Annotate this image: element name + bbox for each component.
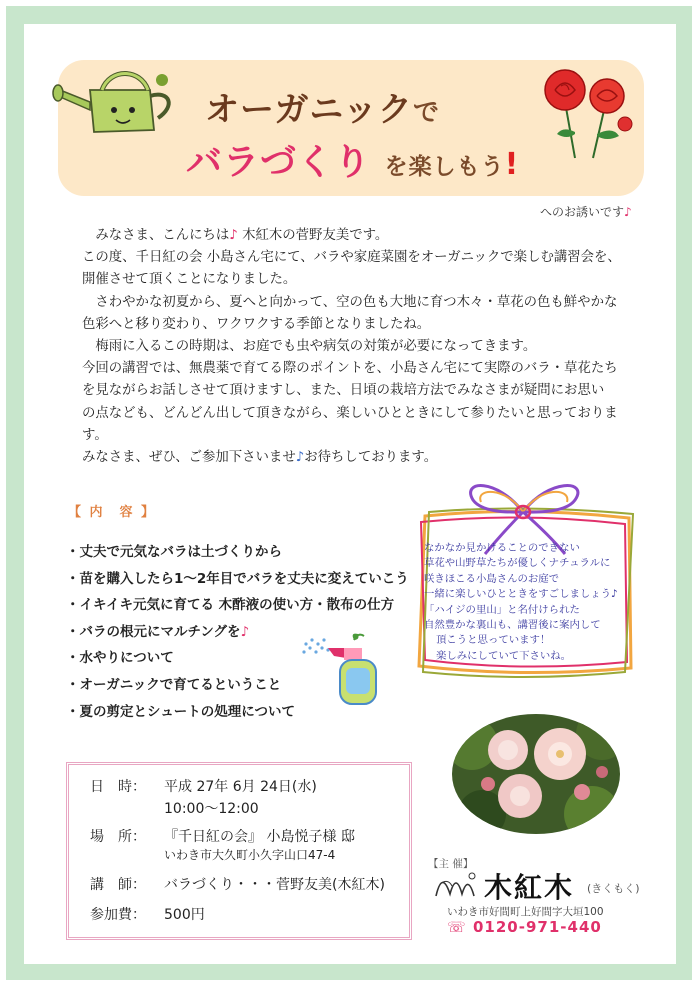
message-line: 頂こうと思っています！ (436, 634, 551, 647)
host-name: 木紅木 (484, 871, 575, 904)
title-line-1: オーガニックで (205, 90, 440, 130)
intro-line: の点なども、どんどん出して頂きながら、楽しいひとときにして参りたいと思っております。 (82, 405, 618, 443)
intro-line: みなさま、ぜひ、ご参加下さいませ♪お待ちしております。 (82, 450, 438, 466)
list-item: ・オーガニックで育てるということ (66, 676, 282, 693)
intro-line: さわやかな初夏から、夏へと向かって、空の色も大地に育つ木々・草花の色も鮮やかな (82, 294, 618, 310)
intro-line: この度、千日紅の会 小島さん宅にて、バラや家庭菜園をオーガニックで楽しむ講習会を、 (82, 250, 621, 266)
intro-line: 今回の講習では、無農薬で育てる際のポイントを、小島さん宅にて実際のバラ・草花たち (82, 361, 618, 377)
list-item: ・苗を購入したら1～2年目でバラを丈夫に変えていこう (66, 570, 409, 587)
list-item: ・丈夫で元気なバラは土づくりから (66, 544, 282, 560)
intro-line: 梅雨に入るこの時期は、お庭でも虫や病気の対策が必要になってきます。 (82, 339, 537, 355)
sprayer-icon (300, 630, 390, 710)
host-phone: ☏ 0120-971-440 (447, 918, 602, 936)
message-line: 咲きほこる小島さんのお庭で (424, 572, 560, 585)
place-address: いわき市大久町小久字山口47-4 (164, 848, 336, 862)
fee-row: 参加費： 500円 (90, 907, 205, 923)
phone-icon: ☏ (447, 918, 467, 936)
message-line: なかなか見かけることのできない (424, 542, 580, 554)
title-line-2: バラづくり を楽しもう! (186, 142, 520, 183)
list-item: ・夏の剪定とシュートの処理について (66, 703, 295, 720)
host-address: いわき市好間町上好間字大垣100 (447, 906, 604, 918)
message-line: 「ハイジの里山」と名付けられた (424, 603, 580, 616)
message-line: 一緒に楽しいひとときをすごしましょう♪ (424, 588, 618, 601)
message-line: 自然豊かな裏山も、講習後に案内して (424, 619, 601, 632)
contents-heading: 【 内 容 】 (68, 505, 157, 520)
list-item: ・バラの根元にマルチングを♪ (66, 623, 250, 640)
invitation-tagline: へのお誘いです♪ (540, 205, 632, 219)
place-row: 場 所： 『千日紅の会』 小島悦子様 邸 (90, 829, 355, 845)
red-roses-icon (535, 62, 635, 162)
list-item: ・イキイキ元気に育てる 木酢液の使い方・散布の仕方 (66, 597, 395, 614)
watering-can-icon (50, 60, 190, 140)
rose-photo (452, 714, 620, 834)
intro-line: を見ながらお話しさせて頂けますし、また、日頃の栽培方法でみなさまが疑問にお思い (82, 383, 605, 399)
list-item: ・水やりについて (66, 650, 174, 667)
time-row: 10:00～12:00 (164, 801, 259, 817)
date-row: 日 時： 平成 27年 6月 24日(水) (90, 779, 317, 795)
intro-line: みなさま、こんにちは♪ 木紅木の菅野友美です。 (82, 228, 389, 243)
host-logo-icon (432, 866, 482, 902)
host-kana: (きくもく) (587, 882, 640, 895)
intro-line: 開催させて頂くことになりました。 (82, 272, 297, 288)
teacher-row: 講 師： バラづくり・・・菅野友美(木紅木) (90, 877, 385, 893)
host-label: 【主 催】 (428, 858, 474, 870)
intro-text (82, 225, 642, 469)
message-line: 草花や山野草たちが優しくナチュラルに (424, 557, 611, 570)
message-line: 楽しみにしていて下さいね。 (436, 649, 572, 662)
intro-line: 色彩へと移り変わり、ワクワクする季節となりましたね。 (82, 316, 431, 332)
garden-message (424, 541, 618, 664)
